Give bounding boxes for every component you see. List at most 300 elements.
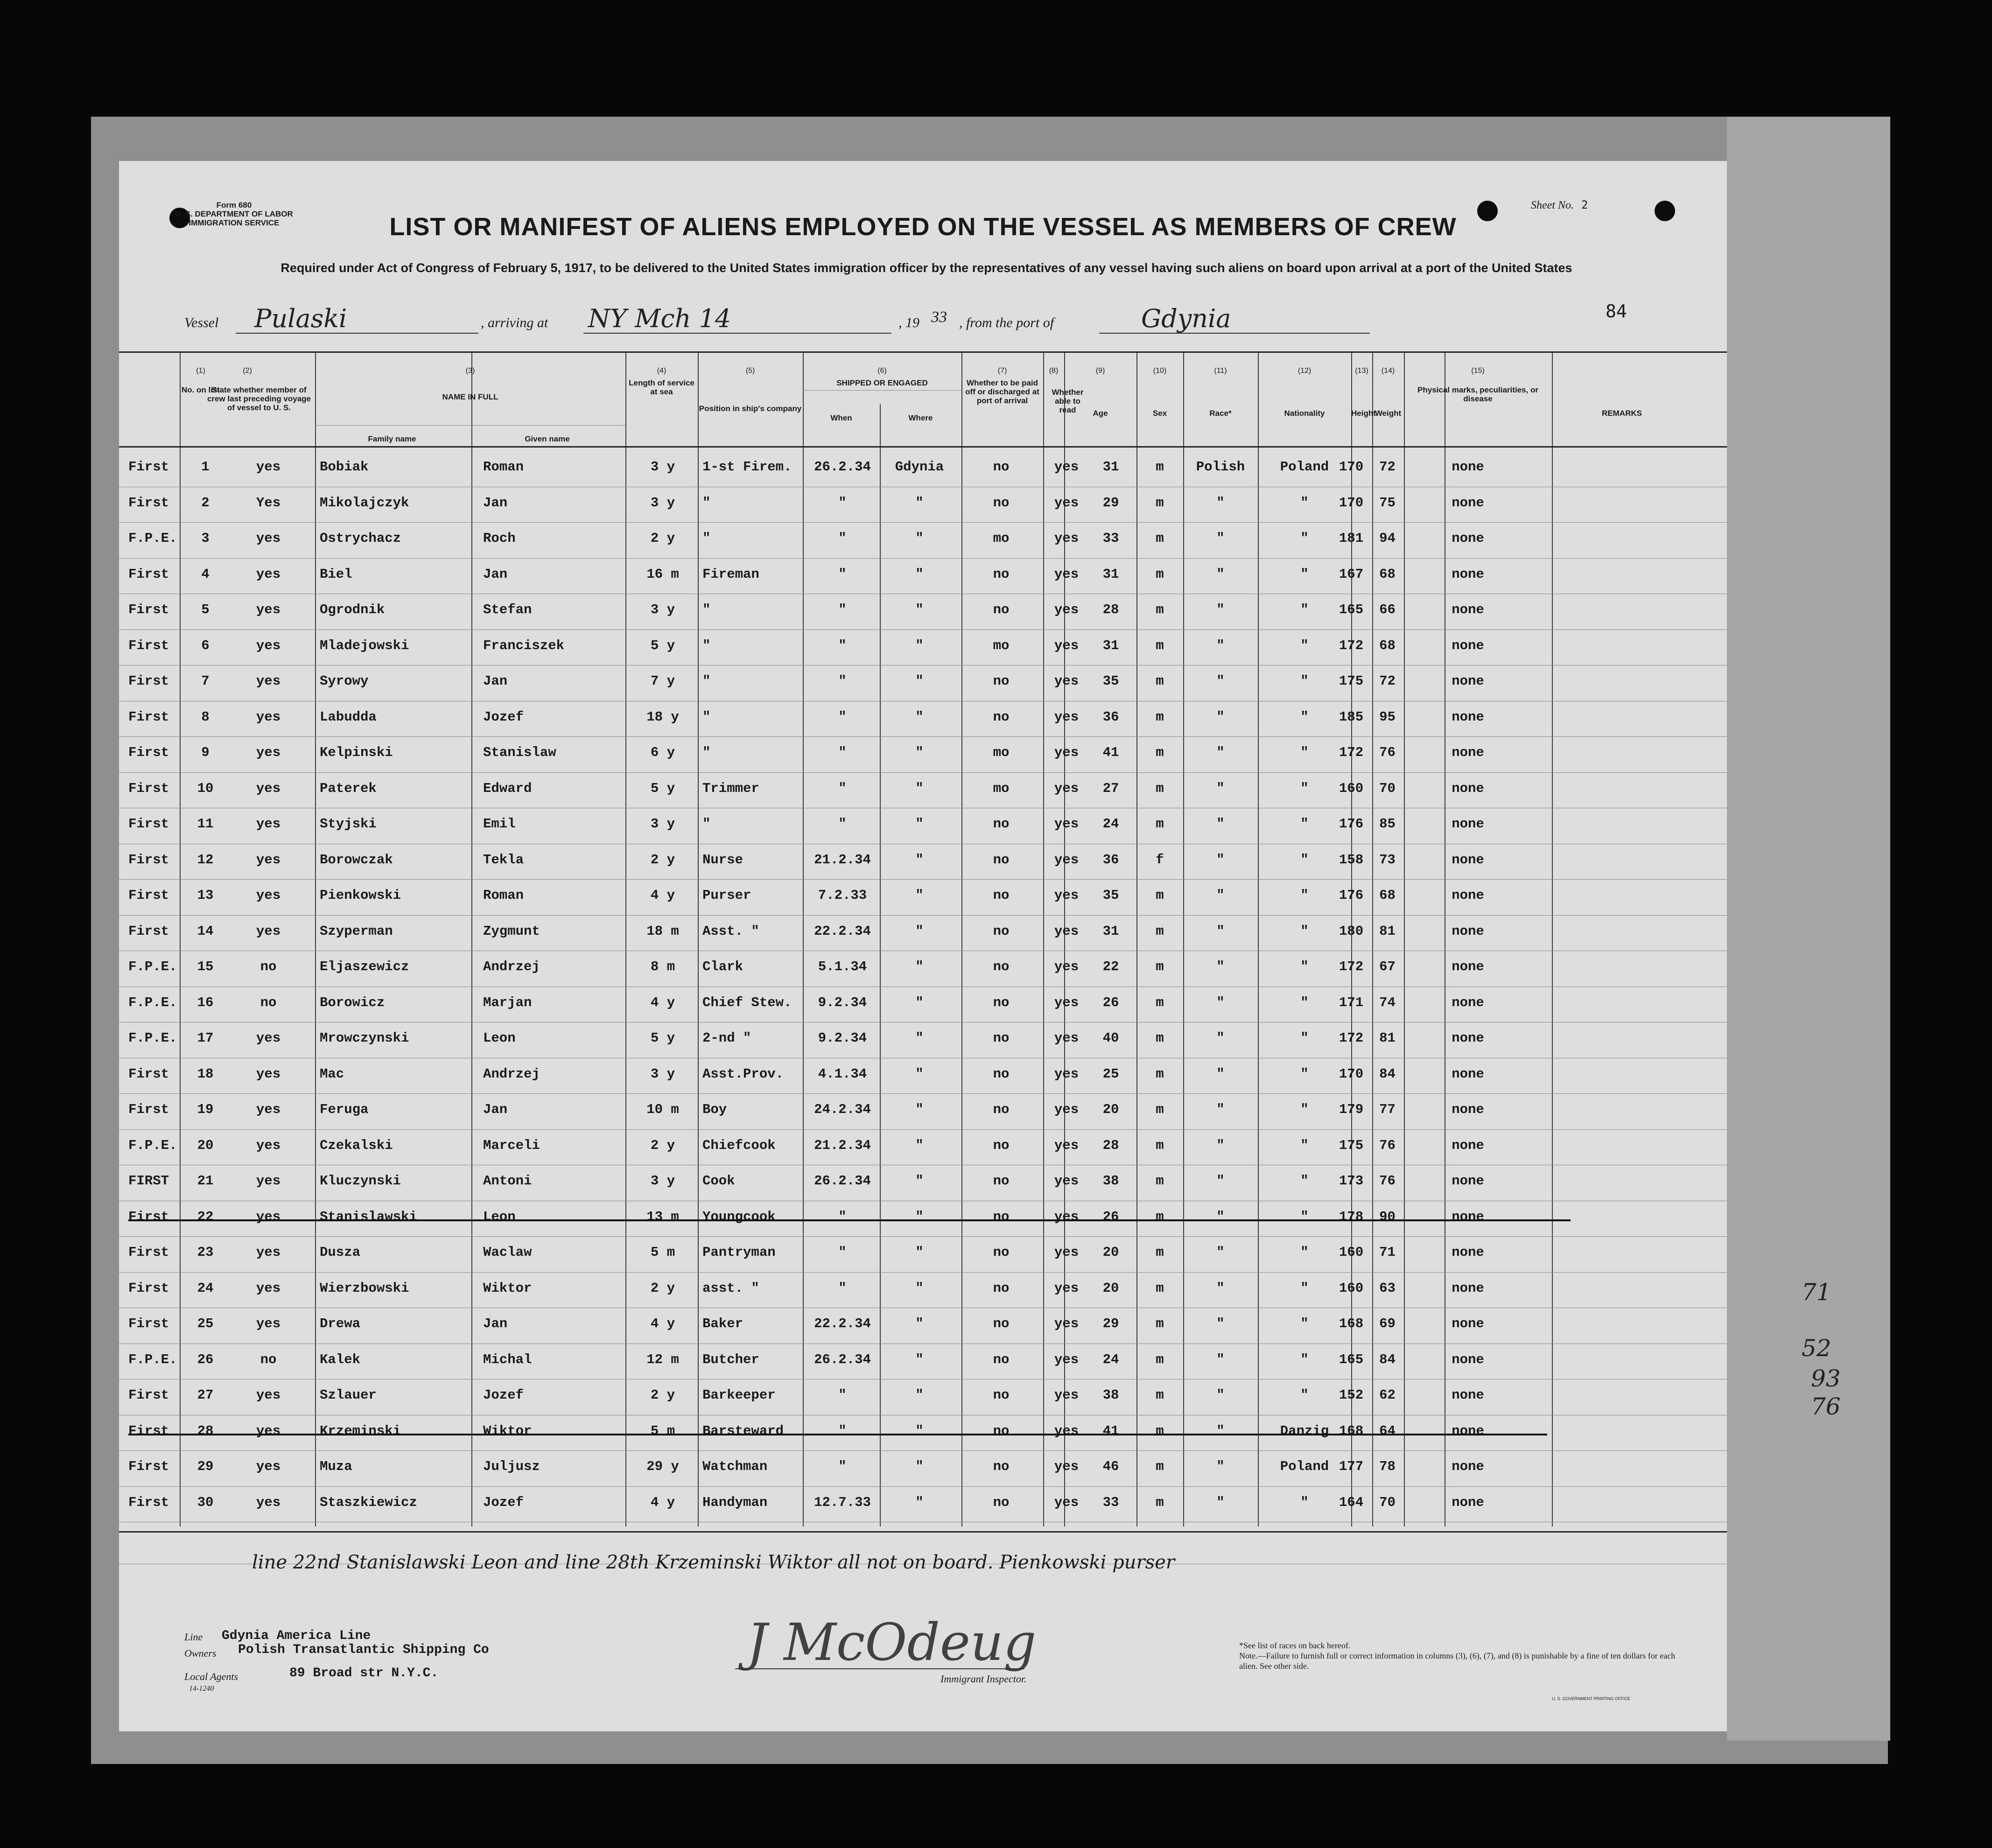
- cell-position: ": [702, 745, 711, 760]
- cell-read: yes: [1054, 1352, 1079, 1367]
- cell-rating: First: [128, 1387, 169, 1403]
- cell-height: 170: [1339, 495, 1364, 511]
- cell-family: Mac: [320, 1066, 344, 1082]
- cell-weight: 64: [1379, 1423, 1396, 1439]
- cell-height: 170: [1339, 459, 1364, 475]
- cell-age: 38: [1102, 1173, 1119, 1189]
- cell-read: yes: [1054, 1173, 1079, 1189]
- cell-no: 18: [197, 1066, 214, 1082]
- cell-nat: ": [1300, 1173, 1309, 1189]
- cell-where: ": [915, 924, 924, 939]
- cell-nat: ": [1300, 709, 1309, 725]
- cell-rating: First: [128, 1245, 169, 1260]
- column-header-remarks: REMARKS: [1602, 409, 1642, 418]
- cell-when: 7.2.33: [818, 888, 867, 903]
- cell-paid: no: [993, 924, 1010, 939]
- cell-read: yes: [1054, 995, 1079, 1010]
- cell-age: 36: [1102, 709, 1119, 725]
- cell-service: 4 y: [650, 1316, 675, 1331]
- cell-paid: no: [993, 1209, 1010, 1225]
- cell-when: ": [838, 1423, 847, 1439]
- cell-age: 33: [1102, 531, 1119, 546]
- cell-read: yes: [1054, 959, 1079, 974]
- cell-service: 2 y: [650, 1281, 675, 1296]
- column-header-given-name: Given name: [525, 434, 570, 443]
- cell-nat: ": [1300, 1352, 1309, 1367]
- cell-position: ": [702, 638, 711, 653]
- cell-service: 5 y: [650, 781, 675, 796]
- cell-no: 12: [197, 852, 214, 868]
- cell-paid: no: [993, 459, 1010, 475]
- cell-race: ": [1216, 1173, 1225, 1189]
- column-header-no-on-list: No. on list: [181, 385, 220, 394]
- cell-marks: none: [1452, 745, 1484, 760]
- cell-where: ": [915, 531, 924, 546]
- cell-weight: 70: [1379, 1495, 1396, 1510]
- cell-rating: First: [128, 709, 169, 725]
- cell-race: ": [1216, 1245, 1225, 1260]
- cell-position: asst. ": [702, 1281, 759, 1296]
- row-rule: [119, 736, 1727, 737]
- cell-given: Roman: [483, 888, 524, 903]
- cell-prev: no: [260, 959, 277, 974]
- cell-when: 4.1.34: [818, 1066, 867, 1082]
- cell-service: 16 m: [646, 567, 679, 582]
- column-rule: [625, 353, 626, 1526]
- arriving-value: NY Mch 14: [588, 304, 731, 333]
- cell-prev: no: [260, 995, 277, 1010]
- cell-position: ": [702, 709, 711, 725]
- port-value: Gdynia: [1141, 304, 1231, 333]
- cell-rating: First: [128, 852, 169, 868]
- agents-label: Local Agents: [184, 1671, 238, 1682]
- cell-service: 3 y: [650, 602, 675, 617]
- cell-nat: ": [1300, 1495, 1309, 1510]
- cell-given: Wiktor: [483, 1281, 532, 1296]
- cell-read: yes: [1054, 852, 1079, 868]
- cell-family: Kalek: [320, 1352, 361, 1367]
- cell-sex: m: [1156, 1138, 1164, 1153]
- cell-where: ": [915, 816, 924, 832]
- column-number: (10): [1153, 367, 1167, 375]
- cell-prev: yes: [256, 781, 281, 796]
- cell-position: Cook: [702, 1173, 735, 1189]
- cell-marks: none: [1452, 1387, 1484, 1403]
- cell-race: ": [1216, 1459, 1225, 1474]
- cell-paid: no: [993, 1352, 1010, 1367]
- page-number: 84: [1606, 301, 1627, 322]
- header-rule: [803, 390, 961, 391]
- cell-rating: First: [128, 745, 169, 760]
- cell-when: ": [838, 1459, 847, 1474]
- cell-where: ": [915, 567, 924, 582]
- strike-through-line: [128, 1219, 1571, 1221]
- cell-read: yes: [1054, 1316, 1079, 1331]
- cell-family: Staszkiewicz: [320, 1495, 417, 1510]
- cell-family: Dusza: [320, 1245, 361, 1260]
- cell-age: 29: [1102, 1316, 1119, 1331]
- cell-nat: ": [1300, 673, 1309, 689]
- cell-sex: m: [1156, 1495, 1164, 1510]
- cell-rating: First: [128, 1316, 169, 1331]
- margin-mark: 76: [1811, 1393, 1841, 1420]
- cell-service: 5 m: [650, 1245, 675, 1260]
- cell-prev: yes: [256, 924, 281, 939]
- document-subtitle: Required under Act of Congress of February 5, 1917, to be delivered to the United States immigration officer by the representatives of any vessel having such aliens on board upon arrival at a port of the United States: [281, 261, 1572, 275]
- cell-weight: 63: [1379, 1281, 1396, 1296]
- cell-family: Muza: [320, 1459, 352, 1474]
- cell-where: ": [915, 1387, 924, 1403]
- column-header-where: Where: [908, 413, 933, 422]
- cell-sex: m: [1156, 1459, 1164, 1474]
- cell-when: ": [838, 709, 847, 725]
- cell-when: 24.2.34: [814, 1102, 871, 1117]
- cell-position: Fireman: [702, 567, 759, 582]
- cell-prev: yes: [256, 602, 281, 617]
- cell-age: 26: [1102, 1209, 1119, 1225]
- cell-paid: mo: [993, 531, 1010, 546]
- cell-no: 22: [197, 1209, 214, 1225]
- cell-read: yes: [1054, 1209, 1079, 1225]
- cell-race: ": [1216, 1138, 1225, 1153]
- cell-read: yes: [1054, 1066, 1079, 1082]
- cell-position: Barsteward: [702, 1423, 784, 1439]
- cell-sex: m: [1156, 1173, 1164, 1189]
- cell-race: ": [1216, 638, 1225, 653]
- cell-prev: yes: [256, 745, 281, 760]
- cell-read: yes: [1054, 1138, 1079, 1153]
- cell-family: Paterek: [320, 781, 377, 796]
- cell-when: ": [838, 745, 847, 760]
- column-rule: [471, 353, 472, 1526]
- cell-family: Szyperman: [320, 924, 393, 939]
- cell-sex: m: [1156, 959, 1164, 974]
- cell-age: 35: [1102, 888, 1119, 903]
- cell-height: 168: [1339, 1423, 1364, 1439]
- cell-race: ": [1216, 852, 1225, 868]
- cell-paid: no: [993, 1281, 1010, 1296]
- cell-sex: m: [1156, 531, 1164, 546]
- cell-no: 27: [197, 1387, 214, 1403]
- cell-no: 29: [197, 1459, 214, 1474]
- line-label: Line: [184, 1631, 203, 1643]
- cell-prev: no: [260, 1352, 277, 1367]
- cell-position: Boy: [702, 1102, 727, 1117]
- cell-position: ": [702, 673, 711, 689]
- cell-given: Andrzej: [483, 1066, 540, 1082]
- cell-given: Andrzej: [483, 959, 540, 974]
- cell-where: ": [915, 888, 924, 903]
- cell-where: ": [915, 1245, 924, 1260]
- cell-where: ": [915, 959, 924, 974]
- cell-age: 26: [1102, 995, 1119, 1010]
- cell-family: Styjski: [320, 816, 377, 832]
- cell-rating: First: [128, 1066, 169, 1082]
- agents-code: 14-1240: [189, 1685, 214, 1693]
- signature-line: [735, 1668, 1024, 1669]
- cell-age: 27: [1102, 781, 1119, 796]
- cell-no: 20: [197, 1138, 214, 1153]
- cell-race: ": [1216, 1066, 1225, 1082]
- cell-when: ": [838, 567, 847, 582]
- cell-position: Pantryman: [702, 1245, 776, 1260]
- cell-read: yes: [1054, 459, 1079, 475]
- cell-no: 10: [197, 781, 214, 796]
- column-rule: [1351, 353, 1352, 1526]
- cell-rating: First: [128, 816, 169, 832]
- column-rule: [880, 404, 881, 1526]
- cell-read: yes: [1054, 709, 1079, 725]
- cell-weight: 67: [1379, 959, 1396, 974]
- cell-given: Jan: [483, 495, 508, 511]
- cell-where: ": [915, 1316, 924, 1331]
- cell-no: 14: [197, 924, 214, 939]
- form-department: U. S. DEPARTMENT OF LABOR: [175, 210, 293, 218]
- column-rule: [1043, 353, 1044, 1526]
- cell-service: 7 y: [650, 673, 675, 689]
- cell-position: Barkeeper: [702, 1387, 776, 1403]
- cell-family: Borowicz: [320, 995, 385, 1010]
- column-header-member-prev: State whether member of crew last preceding voyage of vessel to U. S.: [207, 385, 311, 412]
- cell-race: ": [1216, 602, 1225, 617]
- cell-sex: m: [1156, 1102, 1164, 1117]
- cell-where: Gdynia: [895, 459, 944, 475]
- cell-height: 160: [1339, 1245, 1364, 1260]
- cell-prev: yes: [256, 638, 281, 653]
- cell-weight: 66: [1379, 602, 1396, 617]
- cell-height: 178: [1339, 1209, 1364, 1225]
- column-number: (15): [1471, 367, 1485, 375]
- cell-nat: ": [1300, 1281, 1309, 1296]
- cell-paid: no: [993, 1173, 1010, 1189]
- cell-service: 12 m: [646, 1352, 679, 1367]
- cell-age: 28: [1102, 602, 1119, 617]
- arriving-underline: [583, 333, 891, 334]
- cell-paid: no: [993, 1066, 1010, 1082]
- cell-weight: 68: [1379, 888, 1396, 903]
- cell-position: ": [702, 531, 711, 546]
- column-header-race: Race*: [1209, 409, 1232, 418]
- cell-given: Jan: [483, 1316, 508, 1331]
- cell-prev: yes: [256, 1102, 281, 1117]
- cell-sex: m: [1156, 745, 1164, 760]
- cell-no: 16: [197, 995, 214, 1010]
- cell-height: 171: [1339, 995, 1364, 1010]
- cell-height: 185: [1339, 709, 1364, 725]
- cell-no: 28: [197, 1423, 214, 1439]
- column-header-shipped: SHIPPED OR ENGAGED: [836, 378, 928, 387]
- crew-table: [119, 351, 1727, 1519]
- cell-when: ": [838, 781, 847, 796]
- voyage-line: [184, 304, 1585, 338]
- cell-race: ": [1216, 1281, 1225, 1296]
- cell-race: ": [1216, 531, 1225, 546]
- cell-weight: 71: [1379, 1245, 1396, 1260]
- cell-paid: mo: [993, 745, 1010, 760]
- cell-weight: 76: [1379, 1138, 1396, 1153]
- cell-family: Mrowczynski: [320, 1030, 409, 1046]
- year-prefix: , 19: [898, 315, 919, 330]
- cell-age: 33: [1102, 1495, 1119, 1510]
- cell-where: ": [915, 745, 924, 760]
- cell-rating: F.P.E.: [128, 995, 177, 1010]
- cell-when: ": [838, 816, 847, 832]
- cell-where: ": [915, 1173, 924, 1189]
- cell-race: ": [1216, 816, 1225, 832]
- cell-when: 26.2.34: [814, 1173, 871, 1189]
- cell-height: 152: [1339, 1387, 1364, 1403]
- cell-where: ": [915, 495, 924, 511]
- cell-marks: none: [1452, 1209, 1484, 1225]
- cell-given: Stanislaw: [483, 745, 556, 760]
- cell-marks: none: [1452, 959, 1484, 974]
- cell-age: 38: [1102, 1387, 1119, 1403]
- cell-given: Zygmunt: [483, 924, 540, 939]
- row-rule: [119, 1129, 1727, 1130]
- cell-position: Butcher: [702, 1352, 759, 1367]
- column-header-physical: Physical marks, peculiarities, or disease: [1417, 385, 1538, 403]
- row-rule: [119, 558, 1727, 559]
- cell-sex: m: [1156, 924, 1164, 939]
- cell-no: 19: [197, 1102, 214, 1117]
- cell-height: 176: [1339, 888, 1364, 903]
- cell-race: ": [1216, 995, 1225, 1010]
- cell-no: 24: [197, 1281, 214, 1296]
- cell-given: Emil: [483, 816, 516, 832]
- cell-weight: 72: [1379, 459, 1396, 475]
- cell-position: ": [702, 602, 711, 617]
- cell-rating: First: [128, 1423, 169, 1439]
- cell-no: 3: [201, 531, 210, 546]
- cell-prev: yes: [256, 459, 281, 475]
- footnote-penalty: Note.—Failure to furnish full or correct information in columns (3), (6), (7), and (8) is punishable by a fine of ten dollars for each alien. See other side.: [1239, 1651, 1676, 1671]
- cell-family: Drewa: [320, 1316, 361, 1331]
- cell-race: ": [1216, 1423, 1225, 1439]
- cell-paid: no: [993, 673, 1010, 689]
- cell-no: 9: [201, 745, 210, 760]
- table-bottom-rule: [119, 1531, 1727, 1533]
- cell-paid: no: [993, 1245, 1010, 1260]
- cell-given: Waclaw: [483, 1245, 532, 1260]
- column-number: (8): [1049, 367, 1059, 375]
- header-rule: [315, 425, 625, 426]
- cell-race: ": [1216, 959, 1225, 974]
- cell-age: 41: [1102, 745, 1119, 760]
- cell-family: Kluczynski: [320, 1173, 401, 1189]
- cell-read: yes: [1054, 567, 1079, 582]
- cell-where: ": [915, 602, 924, 617]
- cell-paid: no: [993, 852, 1010, 868]
- cell-race: Polish: [1196, 459, 1245, 475]
- owners-value: Polish Transatlantic Shipping Co: [238, 1643, 489, 1657]
- column-header-age: Age: [1093, 409, 1108, 418]
- cell-marks: none: [1452, 495, 1484, 511]
- cell-service: 18 y: [646, 709, 679, 725]
- cell-service: 5 y: [650, 1030, 675, 1046]
- cell-when: 21.2.34: [814, 1138, 871, 1153]
- cell-age: 22: [1102, 959, 1119, 974]
- cell-family: Szlauer: [320, 1387, 377, 1403]
- cell-no: 30: [197, 1495, 214, 1510]
- column-header-length-service: Length of service at sea: [629, 378, 694, 396]
- cell-given: Jan: [483, 1102, 508, 1117]
- cell-when: ": [838, 495, 847, 511]
- cell-read: yes: [1054, 1030, 1079, 1046]
- cell-read: yes: [1054, 745, 1079, 760]
- cell-nat: ": [1300, 745, 1309, 760]
- cell-when: ": [838, 673, 847, 689]
- cell-nat: ": [1300, 1387, 1309, 1403]
- cell-sex: m: [1156, 1245, 1164, 1260]
- cell-weight: 75: [1379, 495, 1396, 511]
- cell-family: Bobiak: [320, 459, 369, 475]
- vessel-label: Vessel: [184, 315, 219, 330]
- cell-marks: none: [1452, 1423, 1484, 1439]
- cell-height: 172: [1339, 959, 1364, 974]
- cell-age: 41: [1102, 1423, 1119, 1439]
- backing-sheet-edge: [1727, 117, 1890, 1741]
- column-number: (11): [1214, 367, 1227, 375]
- cell-rating: First: [128, 888, 169, 903]
- cell-race: ": [1216, 673, 1225, 689]
- column-rule: [180, 353, 181, 1526]
- cell-marks: none: [1452, 459, 1484, 475]
- cell-read: yes: [1054, 1459, 1079, 1474]
- column-number: (5): [745, 367, 755, 375]
- cell-position: ": [702, 816, 711, 832]
- cell-age: 46: [1102, 1459, 1119, 1474]
- cell-prev: yes: [256, 888, 281, 903]
- cell-weight: 69: [1379, 1316, 1396, 1331]
- cell-paid: no: [993, 995, 1010, 1010]
- cell-height: 165: [1339, 1352, 1364, 1367]
- cell-family: Kelpinski: [320, 745, 393, 760]
- cell-sex: m: [1156, 1316, 1164, 1331]
- cell-prev: yes: [256, 1459, 281, 1474]
- cell-when: 12.7.33: [814, 1495, 871, 1510]
- cell-sex: m: [1156, 673, 1164, 689]
- cell-marks: none: [1452, 1459, 1484, 1474]
- cell-rating: First: [128, 495, 169, 511]
- cell-age: 25: [1102, 1066, 1119, 1082]
- cell-given: Juljusz: [483, 1459, 540, 1474]
- cell-race: ": [1216, 495, 1225, 511]
- cell-age: 31: [1102, 638, 1119, 653]
- cell-when: ": [838, 1387, 847, 1403]
- cell-sex: m: [1156, 1352, 1164, 1367]
- cell-when: ": [838, 1281, 847, 1296]
- form-number: Form 680: [216, 201, 252, 210]
- cell-no: 13: [197, 888, 214, 903]
- cell-weight: 68: [1379, 638, 1396, 653]
- cell-prev: yes: [256, 1209, 281, 1225]
- cell-nat: ": [1300, 1066, 1309, 1082]
- cell-rating: F.P.E.: [128, 1352, 177, 1367]
- cell-no: 7: [201, 673, 210, 689]
- cell-service: 2 y: [650, 852, 675, 868]
- cell-prev: yes: [256, 1245, 281, 1260]
- footnote-races: *See list of races on back hereof.: [1239, 1641, 1351, 1650]
- column-header-height: Height: [1351, 409, 1376, 418]
- cell-given: Marceli: [483, 1138, 540, 1153]
- cell-sex: m: [1156, 709, 1164, 725]
- row-rule: [119, 1093, 1727, 1094]
- cell-service: 3 y: [650, 495, 675, 511]
- cell-rating: First: [128, 567, 169, 582]
- cell-service: 5 y: [650, 638, 675, 653]
- cell-family: Czekalski: [320, 1138, 393, 1153]
- cell-race: ": [1216, 924, 1225, 939]
